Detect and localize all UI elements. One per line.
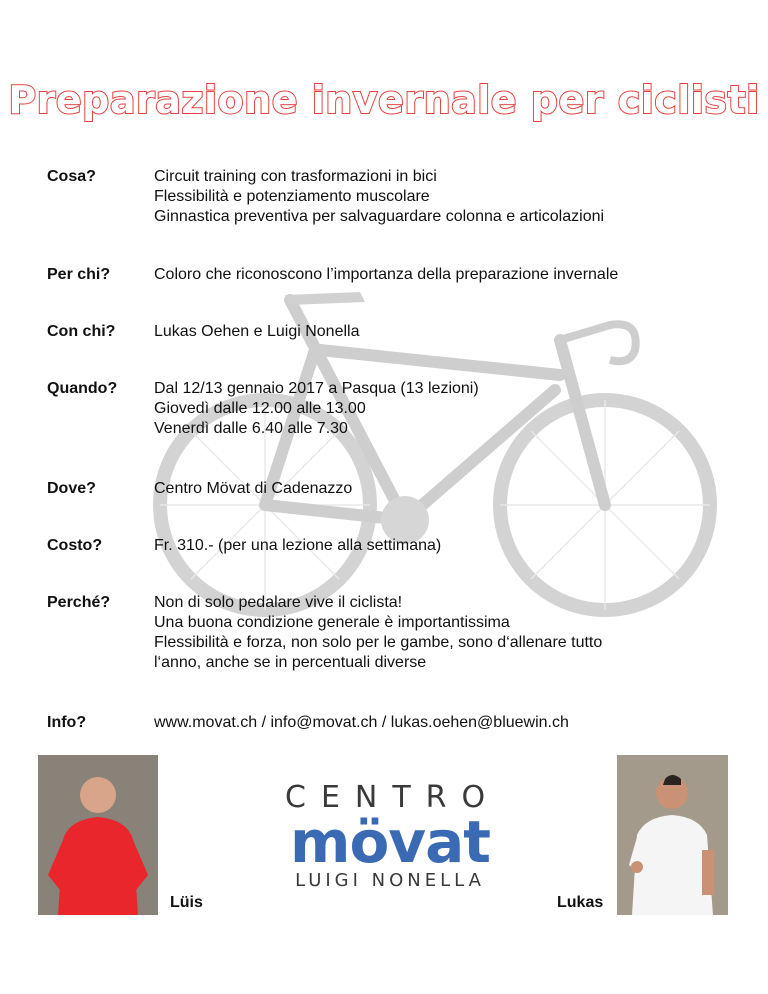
row-label: Cosa? [47, 168, 96, 185]
logo-bottom-text: LUIGI NONELLA [295, 870, 485, 891]
row-line: Flessibilità e forza, non solo per le gambe, sono d‘allenare tutto [154, 634, 603, 651]
photo-luis [38, 755, 158, 915]
centro-movat-logo [285, 780, 501, 891]
row-value [154, 167, 714, 227]
row-value [154, 322, 714, 342]
row-label: Dove? [47, 480, 96, 497]
row-line: Lukas Oehen e Luigi Nonella [154, 323, 360, 340]
row-line: Flessibilità e potenziamento muscolare [154, 188, 430, 205]
row-line: Coloro che riconoscono l’importanza della preparazione invernale [154, 266, 619, 283]
row-label: Costo? [47, 537, 103, 554]
row-line: www.movat.ch / info@movat.ch / lukas.oehen@bluewin.ch [154, 714, 569, 731]
row-label: Per chi? [47, 266, 111, 283]
row-line: Centro Mövat di Cadenazzo [154, 480, 353, 497]
row-label: Perché? [47, 594, 111, 611]
row-line: l‘anno, anche se in percentuali diverse [154, 654, 427, 671]
row-line: Venerdì dalle 6.40 alle 7.30 [154, 420, 348, 437]
logo-main-text: mövat [290, 808, 490, 876]
row-value [154, 265, 714, 285]
logo-top-text: CENTRO [285, 780, 501, 815]
row-label: Quando? [47, 380, 118, 397]
row-label: Con chi? [47, 323, 116, 340]
row-value [154, 536, 714, 556]
row-line: Fr. 310.- (per una lezione alla settimana) [154, 537, 442, 554]
caption-lukas: Lukas [557, 894, 604, 911]
caption-luis: Lüis [170, 894, 203, 911]
row-value [154, 713, 714, 733]
photo-lukas [617, 755, 728, 915]
row-line: Circuit training con trasformazioni in bici [154, 168, 437, 185]
row-line: Una buona condizione generale è importantissima [154, 614, 510, 631]
row-label: Info? [47, 714, 87, 731]
row-line: Giovedì dalle 12.00 alle 13.00 [154, 400, 366, 417]
poster-title: Preparazione invernale per ciclisti [8, 78, 760, 122]
row-value [154, 593, 714, 673]
row-value [154, 379, 714, 439]
row-line: Ginnastica preventiva per salvaguardare colonna e articolazioni [154, 208, 605, 225]
row-line: Non di solo pedalare vive il ciclista! [154, 594, 403, 611]
row-value [154, 479, 714, 499]
row-line: Dal 12/13 gennaio 2017 a Pasqua (13 lezioni) [154, 380, 479, 397]
